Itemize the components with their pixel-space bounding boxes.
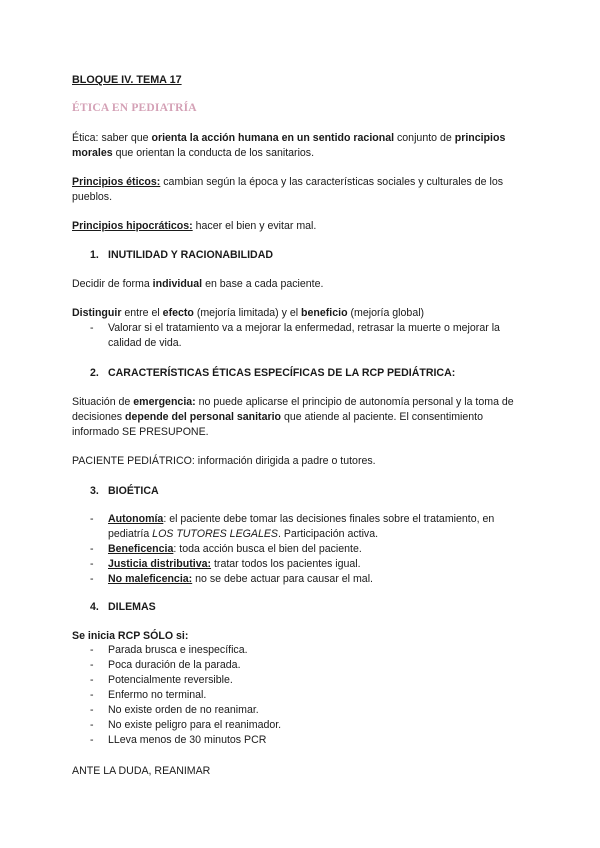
list-item: - Potencialmente reversible. — [90, 673, 530, 688]
ethical-principles-paragraph — [72, 175, 527, 205]
text-run: que orientan la conducta de los sanitarios. — [112, 147, 315, 159]
document-subtitle: ÉTICA EN PEDIATRÍA — [72, 102, 197, 114]
text-run: cambian según la época y las características sociales y culturales de los pueblos. — [72, 176, 504, 203]
text-run: que atiende al paciente. El consentimiento informado SE PRESUPONE. — [72, 411, 484, 438]
term-label: Beneficencia — [108, 543, 174, 555]
section-heading-2 — [90, 366, 455, 381]
term-label: Principios éticos: — [72, 176, 161, 188]
bold-run: Distinguir — [72, 307, 122, 319]
hippocratic-principles-paragraph — [72, 219, 527, 234]
intro-ethics-paragraph — [72, 131, 527, 161]
text-run: no se debe actuar para causar el mal. — [192, 573, 373, 585]
section2-paragraph-2: PACIENTE PEDIÁTRICO: información dirigida a padre o tutores. — [72, 455, 376, 467]
section-title: INUTILIDAD Y RACIONABILIDAD — [108, 249, 273, 261]
bold-run: efecto — [162, 307, 194, 319]
text-run: en base a cada paciente. — [202, 278, 324, 290]
text-run: hacer el bien y evitar mal. — [192, 220, 317, 232]
bold-run: beneficio — [301, 307, 348, 319]
section-number: 2. — [90, 367, 99, 379]
list-item: - No existe orden de no reanimar. — [90, 703, 530, 718]
section-number: 4. — [90, 601, 99, 613]
bold-run: individual — [152, 278, 203, 290]
section-title: CARACTERÍSTICAS ÉTICAS ESPECÍFICAS DE LA RCP PEDIÁTRICA: — [108, 367, 456, 379]
text-run: . Participación activa. — [277, 528, 379, 540]
bold-run: orienta la acción humana en un sentido racional — [151, 132, 395, 144]
bold-run: principios morales — [72, 132, 506, 159]
section-heading-4 — [90, 600, 156, 615]
text-run: entre el — [121, 307, 163, 319]
bold-run: depende del personal sanitario — [125, 411, 282, 423]
section-heading-1 — [90, 248, 273, 263]
italic-run: LOS TUTORES LEGALES — [152, 528, 278, 540]
section-heading-3 — [90, 484, 159, 499]
list-item-justicia — [90, 557, 530, 572]
dilemmas-list — [90, 643, 530, 748]
text-run: Ética: saber que — [72, 132, 152, 144]
list-item: - Poca duración de la parada. — [90, 658, 530, 673]
bioethics-list — [90, 512, 530, 587]
section-number: 1. — [90, 249, 99, 261]
list-item-autonomia — [90, 512, 530, 542]
closing-statement: ANTE LA DUDA, REANIMAR — [72, 765, 211, 777]
term-label: Principios hipocráticos: — [72, 220, 193, 232]
section-number: 3. — [90, 485, 99, 497]
section-title: DILEMAS — [108, 601, 156, 613]
term-label: Justicia distributiva: — [108, 558, 212, 570]
text-run: tratar todos los pacientes igual. — [211, 558, 361, 570]
text-run: : toda acción busca el bien del paciente. — [173, 543, 362, 555]
list-item: - No existe peligro para el reanimador. — [90, 718, 530, 733]
text-run: : el paciente debe tomar las decisiones finales sobre el tratamiento, en pediatría — [108, 513, 495, 540]
section-title: BIOÉTICA — [108, 485, 159, 497]
list-item: - LLeva menos de 30 minutos PCR — [90, 733, 530, 748]
term-label: Autonomía — [108, 513, 164, 525]
text-run: (mejoría global) — [347, 307, 425, 319]
document-title: BLOQUE IV. TEMA 17 — [72, 74, 182, 86]
text-run: Situación de — [72, 396, 134, 408]
section1-paragraph-1 — [72, 277, 527, 292]
term-label: No maleficencia: — [108, 573, 193, 585]
text-run: conjunto de — [394, 132, 455, 144]
list-item: - Valorar si el tratamiento va a mejorar la enfermedad, retrasar la muerte o mejorar la calidad de vida. — [90, 321, 530, 351]
section2-paragraph-1 — [72, 395, 527, 440]
section1-paragraph-2 — [72, 306, 527, 321]
section1-bullet-list — [90, 321, 530, 351]
list-item: - Parada brusca e inespecífica. — [90, 643, 530, 658]
dilemmas-lead: Se inicia RCP SÓLO si: — [72, 630, 189, 642]
text-run: Decidir de forma — [72, 278, 153, 290]
bold-run: emergencia: — [133, 396, 196, 408]
list-item-no-maleficencia — [90, 572, 530, 587]
list-item: - Enfermo no terminal. — [90, 688, 530, 703]
list-item-beneficencia — [90, 542, 530, 557]
text-run: (mejoría limitada) y el — [193, 307, 302, 319]
text-run: no puede aplicarse el principio de autonomía personal y la toma de decisiones — [72, 396, 514, 423]
